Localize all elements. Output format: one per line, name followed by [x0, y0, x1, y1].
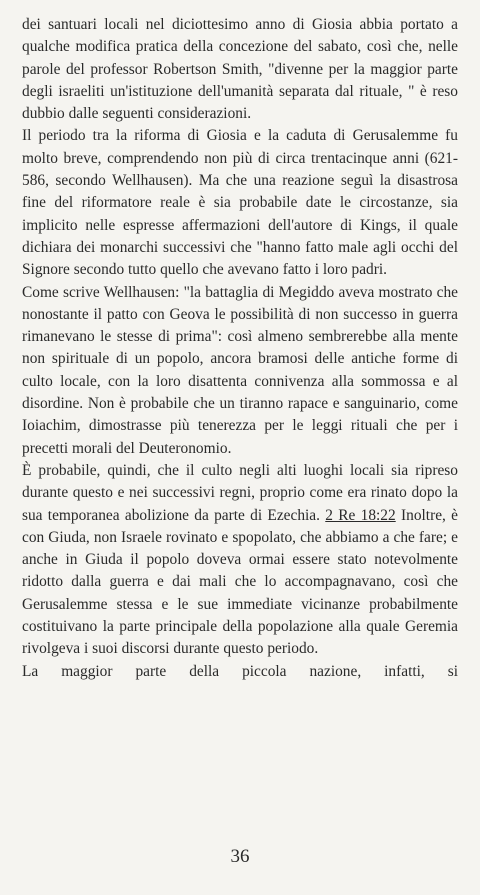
- paragraph-4-text-before: È probabile, quindi, che il culto negli alti luoghi locali sia ripreso durante questo e nei successivi regni, proprio come era rinato dopo la sua temporanea abolizione da parte di Ezechia.: [22, 461, 458, 524]
- paragraph-5: La maggior parte della piccola nazione, infatti, si: [22, 662, 458, 680]
- page-number: 36: [230, 846, 250, 867]
- bible-reference-link[interactable]: 2 Re 18:22: [325, 506, 396, 524]
- paragraph-4: [22, 460, 458, 661]
- paragraph-1: dei santuari locali nel diciottesimo anno di Giosia abbia portato a qualche modifica pratica della concezione del sabato, così che, nelle parole del professor Robertson Smith, "divenne per la maggior parte degli israeliti un'istituzione dell'umanità separata dal rituale, " è reso dubbio dalle seguenti considerazioni.: [22, 16, 458, 123]
- paragraph-4-text-after: Inoltre, è con Giuda, non Israele rovinato e spopolato, che abbiamo a che fare; e anche in Giuda il popolo doveva ormai essere stato notevolmente ridotto dalla guerra e dai mali che lo accompagnavano, così che Gerusalemme stessa e le sue immediate vicinanze probabilmente costituivano la parte principale della popolazione alla quale Geremia rivolgeva i suoi discorsi durante questo periodo.: [22, 506, 458, 658]
- paragraph-2: Il periodo tra la riforma di Giosia e la caduta di Gerusalemme fu molto breve, comprendendo non più di circa trentacinque anni (621-586, secondo Wellhausen). Ma che una reazione seguì la disastrosa fine del riformatore reale è sia probabile date le circostanze, sia implicito nelle espresse affermazioni dell'autore di Kings, il quale dichiara dei monarchi successivi che "hanno fatto male agli occhi del Signore secondo tutto quello che avevano fatto i loro padri.: [22, 127, 458, 279]
- paragraph-3: Come scrive Wellhausen: "la battaglia di Megiddo aveva mostrato che nonostante il patto con Geova le possibilità di non successo in guerra rimanevano le stesse di prima": così almeno sembrerebbe alla mente non spirituale di un popolo, ancora bramosi delle antiche forme di culto locale, con la loro disattenta connivenza alla sommossa e al disordine. Non è probabile che un tiranno rapace e sanguinario, come Ioiachim, dimostrasse più tenerezza per le leggi rituali che per i precetti morali del Deuteronomio.: [22, 283, 458, 457]
